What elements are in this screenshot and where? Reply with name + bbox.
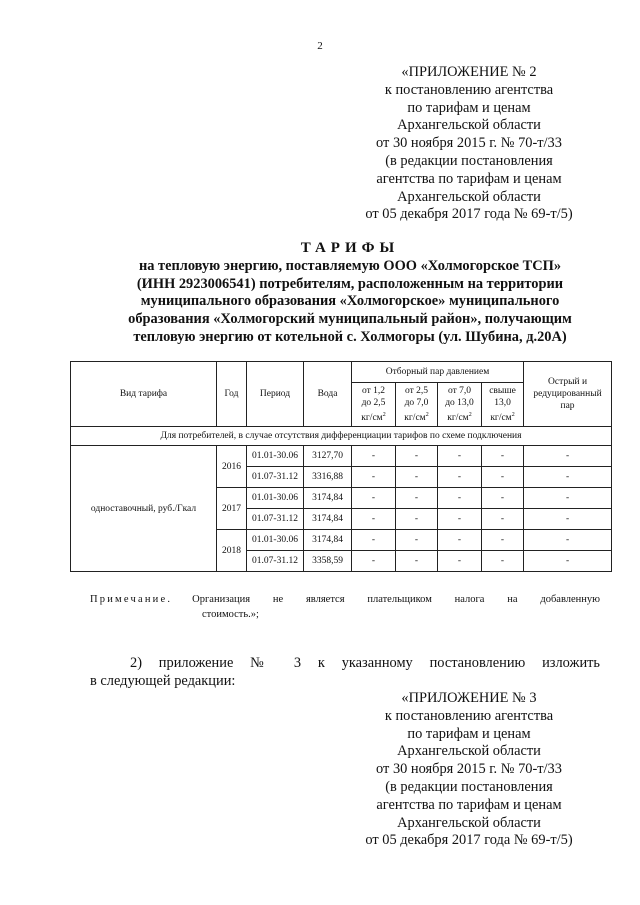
title-line: тепловую энергию от котельной с. Холмогоры (ул. Шубина, д.20А) xyxy=(133,328,567,345)
water-cell: 3174,84 xyxy=(304,488,352,509)
water-cell: 3127,70 xyxy=(304,446,352,467)
page-number: 2 xyxy=(317,40,323,52)
body-paragraph xyxy=(90,654,600,690)
appendix-line: по тарифам и ценам xyxy=(407,725,531,742)
period-cell: 01.07-31.12 xyxy=(247,509,304,530)
year-cell: 2017 xyxy=(217,488,247,530)
header-selected-steam: Отборный пар давлением xyxy=(352,362,524,383)
header-year: Год xyxy=(217,362,247,427)
water-cell: 3174,84 xyxy=(304,530,352,551)
appendix-line: Архангельской области xyxy=(397,188,541,205)
table-row: 2018 01.01-30.06 3174,84 - - - - - xyxy=(71,530,612,551)
header-tariff-type: Вид тарифа xyxy=(71,362,217,427)
tariffs-table xyxy=(70,361,612,572)
appendix-line: агентства по тарифам и ценам xyxy=(376,170,562,187)
appendix-line: от 05 декабря 2017 года № 69-т/5) xyxy=(365,832,573,849)
title-heading: ТАРИФЫ xyxy=(300,240,400,256)
note-text-continued: стоимость.»; xyxy=(202,609,259,620)
title-line: (ИНН 2923006541) потребителям, расположенным на территории xyxy=(136,275,564,292)
tariff-name: одноставочный, руб./Гкал xyxy=(71,446,217,572)
year-cell: 2018 xyxy=(217,530,247,572)
table-row: одноставочный, руб./Гкал 2016 01.01-30.06 3127,70 - - - - - xyxy=(71,446,612,467)
note-text: Организация не является плательщиком налога на добавленную xyxy=(192,594,600,605)
appendix-3-header xyxy=(339,690,599,850)
header-pressure-4: свыше 13,0 $кг/см^2$ xyxy=(482,383,524,427)
header-water: Вода xyxy=(304,362,352,427)
appendix-line: Архангельской области xyxy=(397,117,541,134)
note-label: Примечание. xyxy=(90,594,173,605)
period-cell: 01.01-30.06 xyxy=(247,446,304,467)
document-title xyxy=(100,240,600,347)
header-period: Период xyxy=(247,362,304,427)
period-cell: 01.07-31.12 xyxy=(247,551,304,572)
appendix-line: от 30 ноября 2015 г. № 70-т/33 xyxy=(376,135,562,152)
period-cell: 01.01-30.06 xyxy=(247,488,304,509)
table-row: 01.07-31.12 3174,84 - - - - - xyxy=(71,509,612,530)
appendix-line: (в редакции постановления xyxy=(385,152,553,169)
appendix-line: Архангельской области xyxy=(397,814,541,831)
period-cell: 01.07-31.12 xyxy=(247,467,304,488)
paragraph-line: в следующей редакции: xyxy=(90,673,236,689)
header-pressure-3: от 7,0 до 13,0 $кг/см^2$ xyxy=(438,383,482,427)
table-note xyxy=(90,592,600,622)
appendix-line: от 05 декабря 2017 года № 69-т/5) xyxy=(365,206,573,223)
appendix-line: «ПРИЛОЖЕНИЕ № 2 xyxy=(401,64,537,80)
section-label: Для потребителей, в случае отсутствия дифференциации тарифов по схеме подключения xyxy=(71,427,612,446)
appendix-line: по тарифам и ценам xyxy=(407,99,531,116)
header-pressure-2: от 2,5 до 7,0 $кг/см^2$ xyxy=(396,383,438,427)
appendix-line: (в редакции постановления xyxy=(385,778,553,795)
appendix-2-header xyxy=(339,64,599,224)
paragraph-line: 2) приложение № 3 к указанному постановлению изложить xyxy=(130,655,600,671)
title-line: муниципального образования «Холмогорское» муниципального xyxy=(140,293,560,310)
appendix-line: к постановлению агентства xyxy=(384,81,554,98)
appendix-line: от 30 ноября 2015 г. № 70-т/33 xyxy=(376,761,562,778)
header-sharp-steam: Острый и редуцированный пар xyxy=(524,362,612,427)
table-row: 01.07-31.12 3358,59 - - - - - xyxy=(71,551,612,572)
title-line: образования «Холмогорский муниципальный район», получающим xyxy=(128,311,572,328)
water-cell: 3358,59 xyxy=(304,551,352,572)
water-cell: 3316,88 xyxy=(304,467,352,488)
table-row: 2017 01.01-30.06 3174,84 - - - - - xyxy=(71,488,612,509)
appendix-line: «ПРИЛОЖЕНИЕ № 3 xyxy=(401,690,537,706)
period-cell: 01.01-30.06 xyxy=(247,530,304,551)
year-cell: 2016 xyxy=(217,446,247,488)
appendix-line: Архангельской области xyxy=(397,743,541,760)
appendix-line: к постановлению агентства xyxy=(384,707,554,724)
table-row: 01.07-31.12 3316,88 - - - - - xyxy=(71,467,612,488)
water-cell: 3174,84 xyxy=(304,509,352,530)
title-line: на тепловую энергию, поставляемую ООО «Холмогорское ТСП» xyxy=(138,257,562,274)
appendix-line: агентства по тарифам и ценам xyxy=(376,796,562,813)
header-pressure-1: от 1,2 до 2,5 $кг/см^2$ xyxy=(352,383,396,427)
